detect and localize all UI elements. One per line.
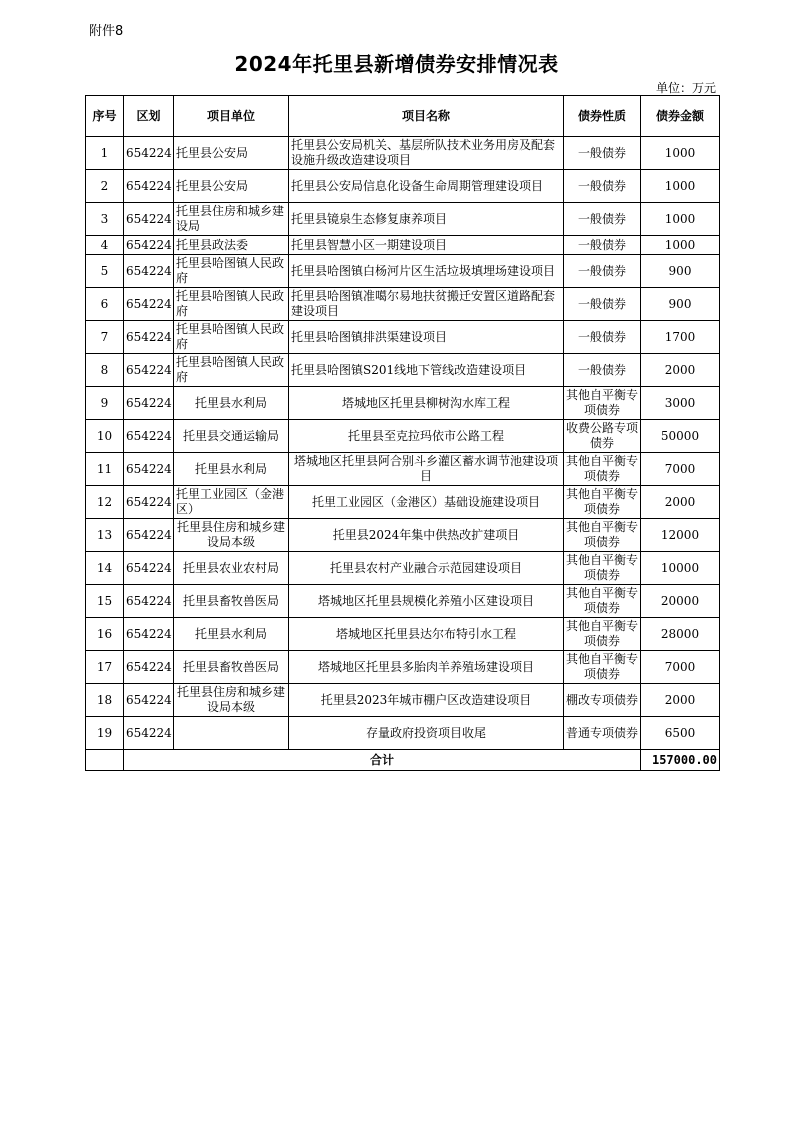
column-header-region: 区划 <box>124 96 174 137</box>
cell-no: 19 <box>86 717 124 750</box>
table-row <box>86 321 720 354</box>
cell-unit: 托里县政法委 <box>174 236 289 255</box>
column-header-amount: 债券金额 <box>641 96 720 137</box>
cell-type: 其他自平衡专项债券 <box>564 651 641 684</box>
cell-amount: 2000 <box>641 354 720 387</box>
cell-unit: 托里县水利局 <box>174 387 289 420</box>
cell-region: 654224 <box>124 420 174 453</box>
cell-unit <box>174 717 289 750</box>
cell-unit: 托里县交通运输局 <box>174 420 289 453</box>
cell-name: 托里县智慧小区一期建设项目 <box>289 236 564 255</box>
cell-unit: 托里县农业农村局 <box>174 552 289 585</box>
cell-type: 一般债券 <box>564 203 641 236</box>
cell-name: 托里县镜泉生态修复康养项目 <box>289 203 564 236</box>
table-row <box>86 651 720 684</box>
cell-no: 2 <box>86 170 124 203</box>
cell-region: 654224 <box>124 684 174 717</box>
cell-region: 654224 <box>124 236 174 255</box>
cell-type: 普通专项债券 <box>564 717 641 750</box>
total-label: 合计 <box>124 750 641 771</box>
cell-amount: 1000 <box>641 203 720 236</box>
cell-region: 654224 <box>124 486 174 519</box>
cell-no: 16 <box>86 618 124 651</box>
table-row <box>86 486 720 519</box>
column-header-no: 序号 <box>86 96 124 137</box>
cell-amount: 1000 <box>641 236 720 255</box>
cell-name: 托里县2023年城市棚户区改造建设项目 <box>289 684 564 717</box>
cell-name: 存量政府投资项目收尾 <box>289 717 564 750</box>
table-row <box>86 453 720 486</box>
cell-unit: 托里县畜牧兽医局 <box>174 651 289 684</box>
cell-no: 15 <box>86 585 124 618</box>
total-amount: 157000.00 <box>641 750 720 771</box>
table-row <box>86 288 720 321</box>
cell-unit: 托里县畜牧兽医局 <box>174 585 289 618</box>
cell-no: 13 <box>86 519 124 552</box>
cell-no: 10 <box>86 420 124 453</box>
cell-amount: 7000 <box>641 453 720 486</box>
cell-region: 654224 <box>124 519 174 552</box>
cell-region: 654224 <box>124 203 174 236</box>
cell-unit: 托里县住房和城乡建设局本级 <box>174 684 289 717</box>
unit-label: 单位：万元 <box>655 81 716 95</box>
cell-unit: 托里县住房和城乡建设局 <box>174 203 289 236</box>
table-row <box>86 618 720 651</box>
cell-region: 654224 <box>124 288 174 321</box>
column-header-type: 债券性质 <box>564 96 641 137</box>
cell-name: 托里县哈图镇白杨河片区生活垃圾填埋场建设项目 <box>289 255 564 288</box>
cell-name: 托里县哈图镇排洪渠建设项目 <box>289 321 564 354</box>
table-row <box>86 519 720 552</box>
table-header-row <box>86 96 720 137</box>
cell-amount: 12000 <box>641 519 720 552</box>
table-row <box>86 420 720 453</box>
cell-no: 12 <box>86 486 124 519</box>
cell-name: 塔城地区托里县规模化养殖小区建设项目 <box>289 585 564 618</box>
cell-type: 其他自平衡专项债券 <box>564 486 641 519</box>
cell-no: 18 <box>86 684 124 717</box>
table-row <box>86 354 720 387</box>
cell-amount: 1000 <box>641 137 720 170</box>
cell-type: 一般债券 <box>564 170 641 203</box>
table-row <box>86 552 720 585</box>
cell-type: 其他自平衡专项债券 <box>564 552 641 585</box>
cell-name: 塔城地区托里县达尔布特引水工程 <box>289 618 564 651</box>
cell-no: 3 <box>86 203 124 236</box>
cell-region: 654224 <box>124 651 174 684</box>
cell-type: 其他自平衡专项债券 <box>564 453 641 486</box>
cell-type: 棚改专项债券 <box>564 684 641 717</box>
cell-region: 654224 <box>124 717 174 750</box>
cell-amount: 1000 <box>641 170 720 203</box>
cell-name: 托里县至克拉玛依市公路工程 <box>289 420 564 453</box>
cell-amount: 900 <box>641 255 720 288</box>
cell-unit: 托里县公安局 <box>174 137 289 170</box>
bond-table <box>85 95 720 771</box>
cell-unit: 托里县哈图镇人民政府 <box>174 288 289 321</box>
cell-amount: 1700 <box>641 321 720 354</box>
table-row <box>86 717 720 750</box>
cell-amount: 3000 <box>641 387 720 420</box>
cell-region: 654224 <box>124 552 174 585</box>
table-row <box>86 236 720 255</box>
cell-region: 654224 <box>124 321 174 354</box>
cell-name: 托里县公安局信息化设备生命周期管理建设项目 <box>289 170 564 203</box>
cell-no: 1 <box>86 137 124 170</box>
cell-region: 654224 <box>124 387 174 420</box>
table-row <box>86 137 720 170</box>
cell-unit: 托里县哈图镇人民政府 <box>174 255 289 288</box>
table-row <box>86 585 720 618</box>
cell-type: 一般债券 <box>564 255 641 288</box>
cell-type: 一般债券 <box>564 137 641 170</box>
cell-unit: 托里县水利局 <box>174 618 289 651</box>
cell-name: 塔城地区托里县柳树沟水库工程 <box>289 387 564 420</box>
cell-name: 托里县公安局机关、基层所队技术业务用房及配套设施升级改造建设项目 <box>289 137 564 170</box>
cell-no: 4 <box>86 236 124 255</box>
cell-amount: 20000 <box>641 585 720 618</box>
table-row <box>86 203 720 236</box>
table-row <box>86 387 720 420</box>
cell-type: 一般债券 <box>564 288 641 321</box>
cell-amount: 2000 <box>641 684 720 717</box>
cell-name: 托里县哈图镇准噶尔易地扶贫搬迁安置区道路配套建设项目 <box>289 288 564 321</box>
cell-name: 托里县哈图镇S201线地下管线改造建设项目 <box>289 354 564 387</box>
cell-amount: 2000 <box>641 486 720 519</box>
cell-no: 9 <box>86 387 124 420</box>
cell-no: 6 <box>86 288 124 321</box>
cell-amount: 7000 <box>641 651 720 684</box>
cell-name: 托里县2024年集中供热改扩建项目 <box>289 519 564 552</box>
cell-no: 11 <box>86 453 124 486</box>
cell-name: 托里工业园区（金港区）基础设施建设项目 <box>289 486 564 519</box>
column-header-name: 项目名称 <box>289 96 564 137</box>
cell-type: 一般债券 <box>564 321 641 354</box>
cell-type: 其他自平衡专项债券 <box>564 519 641 552</box>
table-row <box>86 255 720 288</box>
cell-name: 托里县农村产业融合示范园建设项目 <box>289 552 564 585</box>
table-row <box>86 170 720 203</box>
cell-unit: 托里县哈图镇人民政府 <box>174 354 289 387</box>
cell-amount: 6500 <box>641 717 720 750</box>
cell-unit: 托里县哈图镇人民政府 <box>174 321 289 354</box>
page-title: 2024年托里县新增债券安排情况表 <box>234 52 559 76</box>
attachment-label: 附件8 <box>89 24 124 39</box>
total-empty-cell <box>86 750 124 771</box>
cell-type: 一般债券 <box>564 236 641 255</box>
cell-unit: 托里县水利局 <box>174 453 289 486</box>
cell-name: 塔城地区托里县多胎肉羊养殖场建设项目 <box>289 651 564 684</box>
cell-region: 654224 <box>124 585 174 618</box>
cell-amount: 28000 <box>641 618 720 651</box>
cell-region: 654224 <box>124 453 174 486</box>
cell-region: 654224 <box>124 618 174 651</box>
cell-no: 7 <box>86 321 124 354</box>
cell-region: 654224 <box>124 170 174 203</box>
cell-amount: 900 <box>641 288 720 321</box>
cell-no: 14 <box>86 552 124 585</box>
cell-type: 其他自平衡专项债券 <box>564 585 641 618</box>
table-body <box>86 137 720 771</box>
cell-no: 17 <box>86 651 124 684</box>
cell-no: 8 <box>86 354 124 387</box>
cell-region: 654224 <box>124 137 174 170</box>
cell-no: 5 <box>86 255 124 288</box>
cell-type: 其他自平衡专项债券 <box>564 618 641 651</box>
cell-name: 塔城地区托里县阿合别斗乡灌区蓄水调节池建设项目 <box>289 453 564 486</box>
cell-unit: 托里工业园区（金港区） <box>174 486 289 519</box>
cell-region: 654224 <box>124 354 174 387</box>
cell-type: 一般债券 <box>564 354 641 387</box>
cell-type: 其他自平衡专项债券 <box>564 387 641 420</box>
total-row <box>86 750 720 771</box>
table-row <box>86 684 720 717</box>
cell-unit: 托里县住房和城乡建设局本级 <box>174 519 289 552</box>
cell-region: 654224 <box>124 255 174 288</box>
cell-amount: 50000 <box>641 420 720 453</box>
cell-type: 收费公路专项债券 <box>564 420 641 453</box>
column-header-unit: 项目单位 <box>174 96 289 137</box>
cell-amount: 10000 <box>641 552 720 585</box>
cell-unit: 托里县公安局 <box>174 170 289 203</box>
